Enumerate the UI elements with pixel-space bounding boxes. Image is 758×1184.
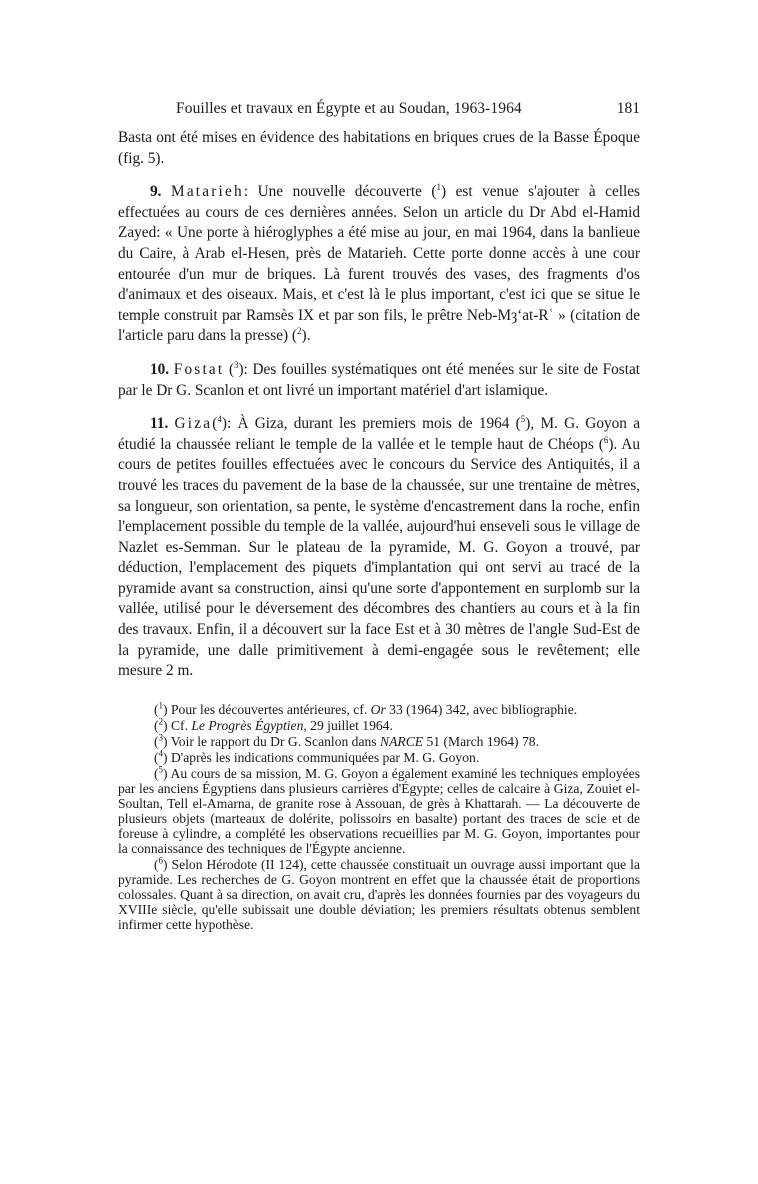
footnote-ref[interactable]: 3 bbox=[234, 359, 239, 370]
footnote-ref[interactable]: 1 bbox=[436, 182, 441, 193]
footnote: ($^6$) Selon Hérodote (II 124), cette chaussée constituait un ouvrage aussi important que la pyramide. Les recherches de G. Goyon montrent en effet que la chaussée était de proportions colossales. Quant à sa direction, on avait cru, d'après les données fournies par des voyageurs du XVIIIe siècle, qu'elle subissait une double déviation; les premiers résultats obtenus semblent infirmer cette hypothèse. bbox=[118, 855, 640, 932]
section-number: 9. bbox=[150, 183, 162, 201]
footnote: ($^3$) Voir le rapport du Dr G. Scanlon dans NARCE 51 (March 1964) 78. bbox=[154, 732, 539, 749]
section-10-fostat: 10. Fostat ($^3$): Des fouilles systématiques ont été menées sur le site de Fostat par le Dr G. Scanlon et ont livré un important matériel d'art islamique. bbox=[118, 359, 641, 399]
section-place-name: Fostat bbox=[173, 360, 225, 378]
footnote: ($^2$) Cf. Le Progrès Égyptien, 29 juillet 1964. bbox=[154, 716, 393, 733]
footnote: ($^5$) Au cours de sa mission, M. G. Goyon a également examiné les techniques employées par les anciens Égyptiens dans plusieurs carrières d'Égypte; celles de calcaire à Giza, Zouiet el-Soultan, Tell el-Amarna, de granite rose à Assouan, de grès à Khattarah. — La découverte de plusieurs objets (marteaux de dolérite, polissoirs en basalte) portant des traces de scie et de foreuse à cylindre, a complété les observations recueillies par M. G. Goyon, importantes pour la connaissance des techniques de l'Égypte ancienne. bbox=[118, 764, 640, 856]
footnote-ref[interactable]: 6 bbox=[603, 434, 609, 445]
footnote: ($^4$) D'après les indications communiquées par M. G. Goyon. bbox=[154, 748, 480, 765]
paragraph-continuation: Basta ont été mises en évidence des habitations en briques crues de la Basse Époque (fig. 5). bbox=[118, 129, 640, 167]
section-9-matarieh: 9. Matarieh: Une nouvelle découverte ($^1$) est venue s'ajouter à celles effectuées au cours de ces dernières années. Selon un article du Dr Abd el-Hamid Zayed: « Une porte à hiéroglyphes a été mise au jour, en mai 1964, dans la banlieue du Caire, à Arab el-Hesen, près de Matarieh. Cette porte donne accès à une cour entourée d'un mur de briques. Là furent trouvés des vases, des fragments d'os d'animaux et des oiseaux. Mais, et c'est là le plus important, c'est ici que se situe le temple construit par Ramsès IX et par son fils, le prêtre Neb-Mȝ‘at-Rʿ » (citation de l'article paru dans la presse) ($^2$). bbox=[118, 182, 640, 345]
section-place-name: Matarieh bbox=[171, 183, 244, 201]
page-number: 181 bbox=[616, 100, 640, 117]
main-text bbox=[118, 128, 640, 695]
running-title: Fouilles et travaux en Égypte et au Soudan, 1963-1964 bbox=[176, 100, 522, 117]
section-number: 11. bbox=[150, 415, 169, 433]
footnote-ref[interactable]: 2 bbox=[297, 326, 302, 337]
section-number: 10. bbox=[150, 360, 170, 378]
running-header bbox=[118, 100, 640, 122]
footnote-ref[interactable]: 4 bbox=[217, 414, 222, 425]
section-place-name: Giza bbox=[174, 415, 213, 433]
footnotes bbox=[118, 702, 640, 933]
section-11-giza: 11. Giza($^4$): À Giza, durant les premiers mois de 1964 ($^5$), M. G. Goyon a étudié la chaussée reliant le temple de la vallée et le temple haut de Chéops ($^6$). Au cours de petites fouilles effectuées avec le concours du Service des Antiquités, il a trouvé les traces du pavement de la base de la chaussée, sur une trentaine de mètres, sa longueur, son orientation, sa pente, le système d'encastrement dans la roche, enfin l'emplacement possible du temple de la vallée, aujourd'hui enseveli sous le village de Nazlet es-Semman. Sur le plateau de la pyramide, M. G. Goyon a trouvé, par déduction, l'emplacement des piquets d'implantation qui ont servi au tracé de la pyramide avant sa construction, ainsi qu'une sorte d'appontement en surplomb sur la vallée, utilisé pour le déversement des décombres des chantiers au cours et à la fin des travaux. Enfin, il a découvert sur la face Est et à 30 mètres de l'angle Sud-Est de la pyramide, une dalle primitivement à demi-engagée sous le revêtement; elle mesure 2 m. bbox=[118, 414, 641, 680]
footnote-ref[interactable]: 5 bbox=[520, 414, 526, 425]
footnote: ($^1$) Pour les découvertes antérieures, cf. Or 33 (1964) 342, avec bibliographie. bbox=[154, 700, 578, 717]
